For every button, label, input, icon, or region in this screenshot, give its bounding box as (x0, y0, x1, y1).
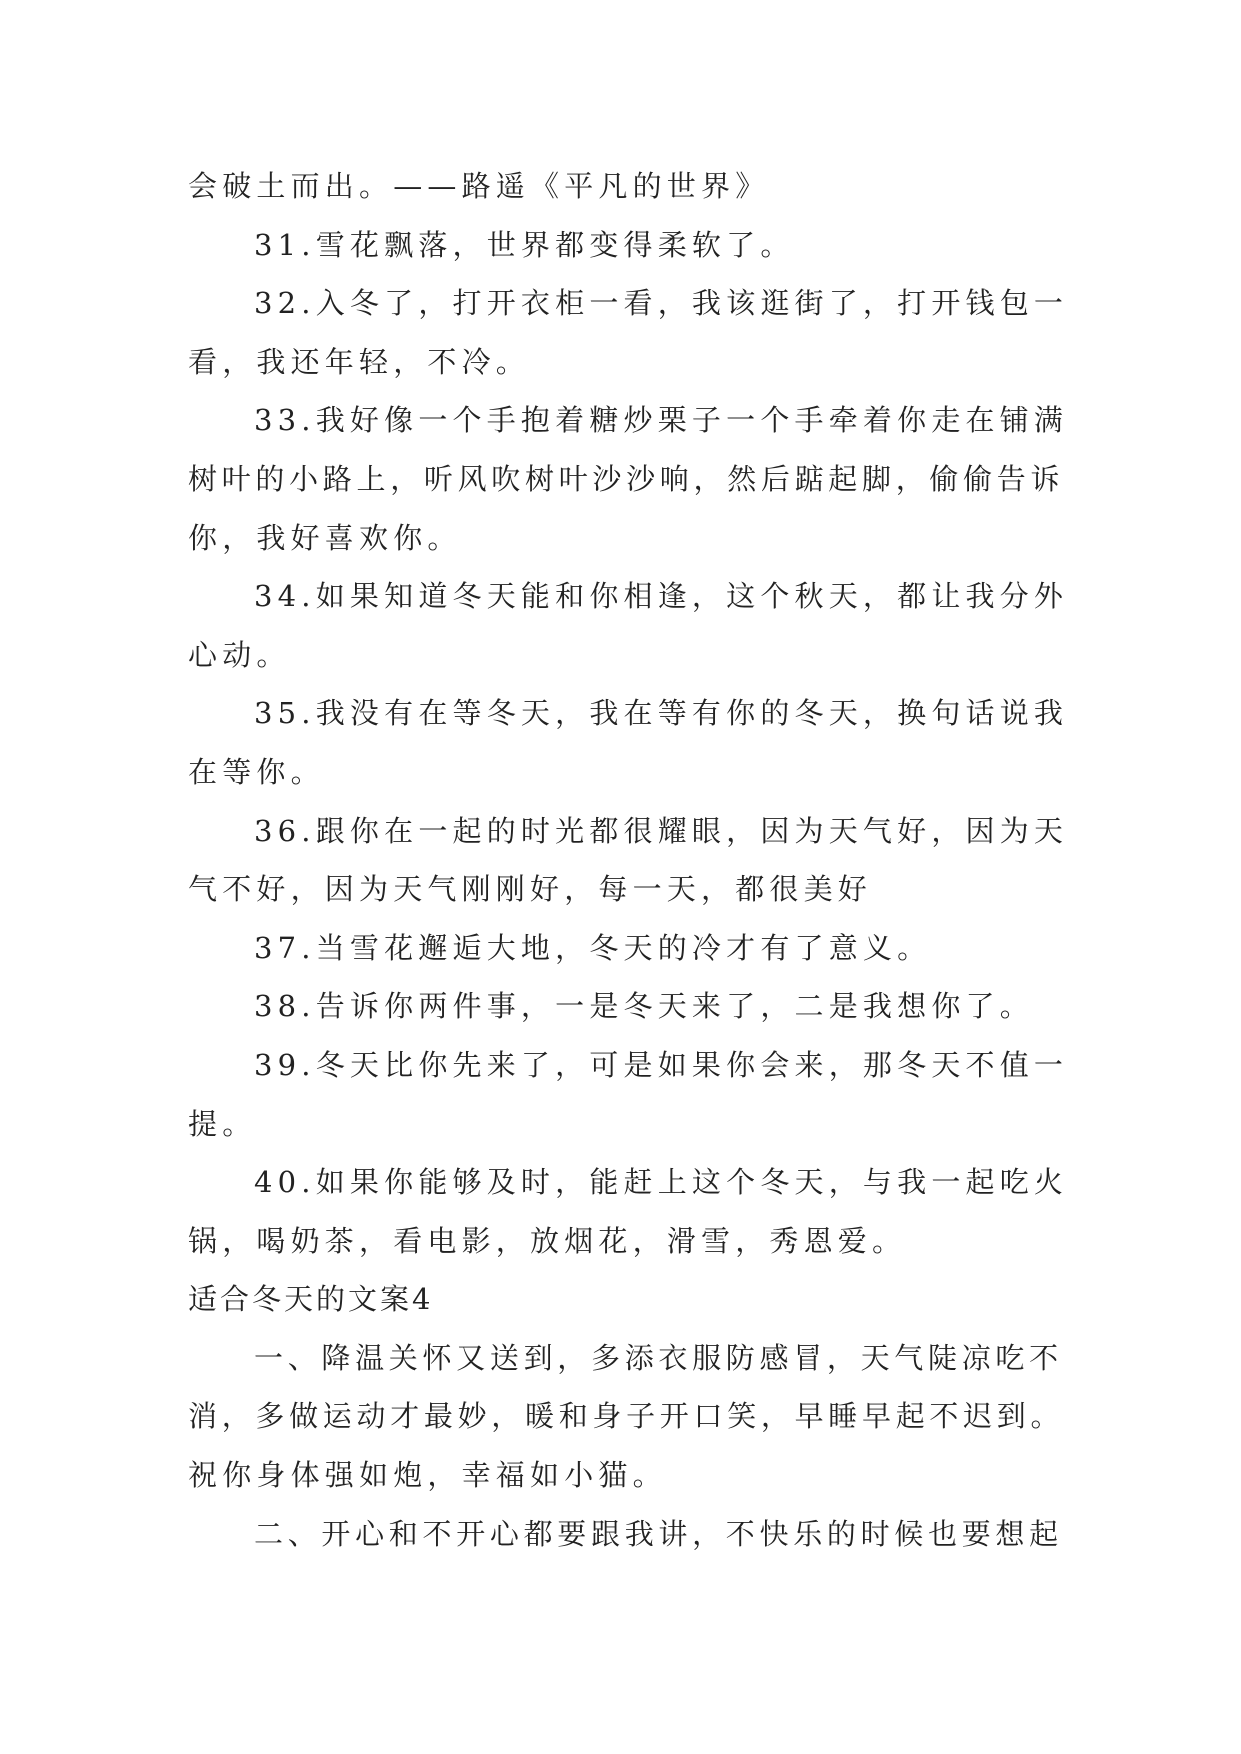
list-item-34: 34.如果知道冬天能和你相逢，这个秋天，都让我分外 (254, 579, 1069, 614)
list-item-36: 36.跟你在一起的时光都很耀眼，因为天气好，因为天 (254, 813, 1069, 848)
text-line: 消，多做运动才最妙，暖和身子开口笑，早睡早起不迟到。 (188, 1399, 1065, 1434)
text-line: 锅，喝奶茶，看电影，放烟花，滑雪，秀恩爱。 (188, 1223, 907, 1258)
list-item-35: 35.我没有在等冬天，我在等有你的冬天，换句话说我 (254, 696, 1069, 731)
text-line: 提。 (188, 1106, 257, 1141)
paragraph-two: 二、开心和不开心都要跟我讲，不快乐的时候也要想起 (254, 1516, 1063, 1551)
text-line: 看，我还年轻，不冷。 (188, 344, 531, 379)
text-line: 树叶的小路上，听风吹树叶沙沙响，然后踮起脚，偷偷告诉 (188, 461, 1065, 496)
text-line: 会破土而出。——路遥《平凡的世界》 (188, 169, 770, 203)
list-item-31: 31.雪花飘落，世界都变得柔软了。 (254, 227, 795, 262)
list-item-37: 37.当雪花邂逅大地，冬天的冷才有了意义。 (254, 930, 932, 965)
text-line: 在等你。 (188, 754, 325, 789)
list-item-40: 40.如果你能够及时，能赶上这个冬天，与我一起吃火 (254, 1165, 1069, 1200)
text-line: 心动。 (188, 637, 291, 672)
list-item-39: 39.冬天比你先来了，可是如果你会来，那冬天不值一 (254, 1047, 1069, 1082)
section-heading: 适合冬天的文案4 (188, 1282, 434, 1317)
list-item-32: 32.入冬了，打开衣柜一看，我该逛街了，打开钱包一 (254, 286, 1069, 321)
list-item-38: 38.告诉你两件事，一是冬天来了，二是我想你了。 (254, 989, 1034, 1024)
text-line: 气不好，因为天气刚刚好，每一天，都很美好 (188, 872, 873, 907)
list-item-33: 33.我好像一个手抱着糖炒栗子一个手牵着你走在铺满 (254, 403, 1069, 438)
text-line: 你，我好喜欢你。 (188, 520, 462, 555)
text-line: 祝你身体强如炮，幸福如小猫。 (188, 1458, 667, 1493)
document-body (188, 157, 1068, 1563)
paragraph-one: 一、降温关怀又送到，多添衣服防感冒，天气陡凉吃不 (254, 1340, 1063, 1375)
